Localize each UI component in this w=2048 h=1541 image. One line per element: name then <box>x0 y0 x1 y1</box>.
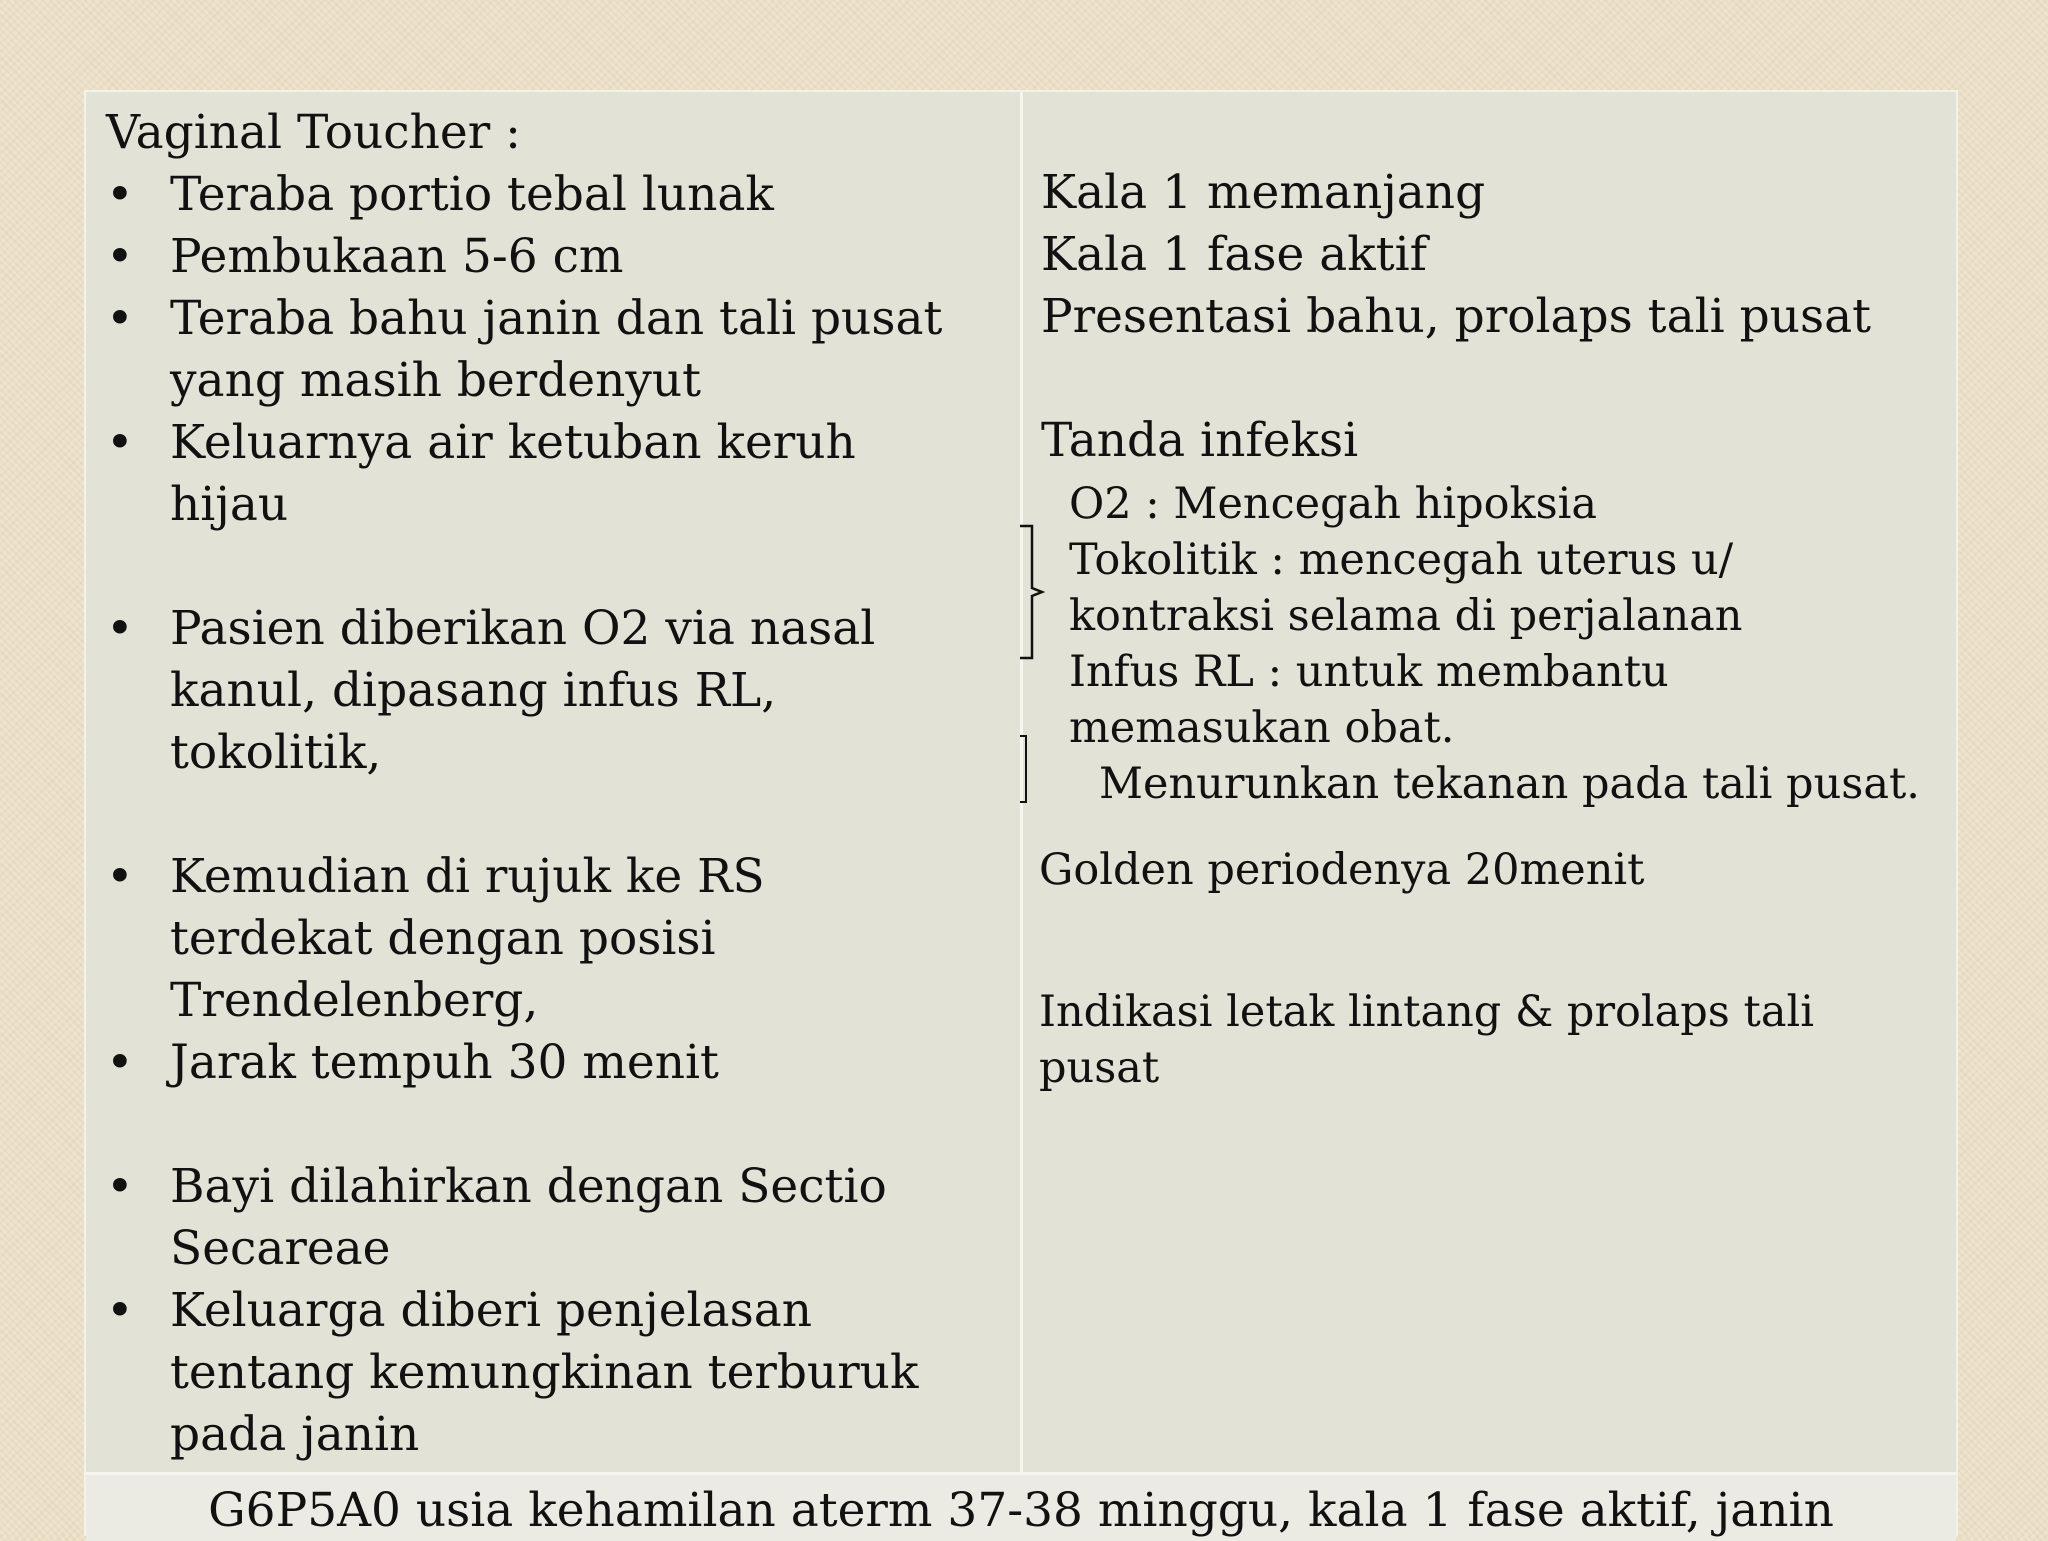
left-column <box>106 102 1006 1466</box>
presentasi-bahu: Presentasi bahu, prolaps tali pusat <box>1041 289 1871 344</box>
finding-item <box>106 412 1006 536</box>
findings-list <box>106 164 1006 1466</box>
finding-item <box>106 598 1006 784</box>
finding-line: Trendelenberg, <box>170 973 539 1028</box>
finding-line: Secareae <box>170 1221 391 1276</box>
tokolitik-note-line1: Tokolitik : mencegah uterus u/ <box>1069 535 1734 585</box>
tokolitik-note-line2: kontraksi selama di perjalanan <box>1069 591 1743 641</box>
finding-line: terdekat dengan posisi <box>170 911 716 966</box>
infus-note-line2: memasukan obat. <box>1069 703 1455 753</box>
finding-line: • Jarak tempuh 30 menit <box>170 1035 719 1090</box>
golden-period: Golden periodenya 20menit <box>1039 845 1645 895</box>
kala-memanjang: Kala 1 memanjang <box>1041 165 1486 220</box>
finding-line: • Teraba bahu janin dan tali pusat <box>170 291 943 346</box>
finding-item <box>106 846 1006 1032</box>
diagnosis-text: G6P5A0 usia kehamilan aterm 37-38 minggu, kala 1 fase aktif, janin <box>208 1483 1834 1538</box>
finding-line: • Teraba portio tebal lunak <box>170 167 774 222</box>
finding-line: hijau <box>170 477 289 532</box>
finding-item <box>106 1280 1006 1466</box>
finding-line: pada janin <box>170 1407 420 1462</box>
menurunkan-note: Menurunkan tekanan pada tali pusat. <box>1099 759 1920 809</box>
finding-line: • Kemudian di rujuk ke RS <box>170 849 765 904</box>
indikasi-line1: Indikasi letak lintang & prolaps tali <box>1039 987 1814 1037</box>
brace-icon-2 <box>1016 732 1036 806</box>
finding-item <box>106 1032 1006 1094</box>
o2-note: O2 : Mencegah hipoksia <box>1069 479 1598 529</box>
finding-line: kanul, dipasang infus RL, <box>170 663 777 718</box>
finding-line: • Pembukaan 5-6 cm <box>170 229 624 284</box>
finding-line: tokolitik, <box>170 725 382 780</box>
indikasi-line2: pusat <box>1039 1043 1160 1093</box>
slide-table <box>84 90 1958 1536</box>
finding-item <box>106 164 1006 226</box>
finding-line: tentang kemungkinan terburuk <box>170 1345 919 1400</box>
kala-fase-aktif: Kala 1 fase aktif <box>1041 227 1428 282</box>
finding-item <box>106 1156 1006 1280</box>
diagnosis-row <box>86 1472 1956 1541</box>
finding-line: • Keluarga diberi penjelasan <box>170 1283 812 1338</box>
finding-line: • Pasien diberikan O2 via nasal <box>170 601 876 656</box>
finding-item <box>106 288 1006 412</box>
finding-item <box>106 226 1006 288</box>
finding-line: • Keluarnya air ketuban keruh <box>170 415 856 470</box>
finding-line: • Bayi dilahirkan dengan Sectio <box>170 1159 887 1214</box>
vaginal-toucher-heading: Vaginal Toucher : <box>106 105 521 160</box>
brace-icon-1 <box>1016 522 1056 662</box>
finding-line: yang masih berdenyut <box>170 353 702 408</box>
infus-note-line1: Infus RL : untuk membantu <box>1069 647 1669 697</box>
tanda-infeksi: Tanda infeksi <box>1041 413 1359 468</box>
